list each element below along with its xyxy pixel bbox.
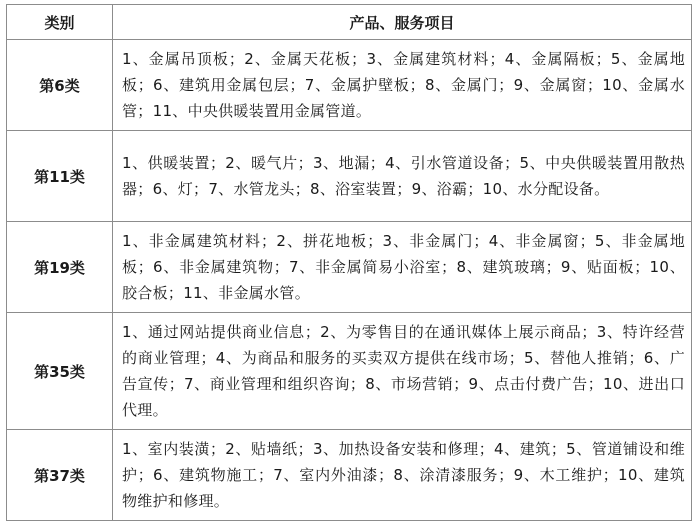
row-items: 1、供暖装置；2、暖气片；3、地漏；4、引水管道设备；5、中央供暖装置用散热器；6、灯；7、水管龙头；8、浴室装置；9、浴霸；10、水分配设备。 bbox=[113, 131, 692, 222]
row-items: 1、室内装潢；2、贴墙纸；3、加热设备安装和修理；4、建筑；5、管道铺设和维护；6、建筑物施工；7、室内外油漆；8、涂清漆服务；9、木工维护；10、建筑物维护和修理。 bbox=[113, 430, 692, 521]
row-category: 第35类 bbox=[7, 313, 113, 430]
row-category: 第37类 bbox=[7, 430, 113, 521]
table-header-row bbox=[7, 5, 692, 40]
row-items: 1、金属吊顶板；2、金属天花板；3、金属建筑材料；4、金属隔板；5、金属地板；6、建筑用金属包层；7、金属护壁板；8、金属门；9、金属窗；10、金属水管；11、中央供暖装置用金属管道。 bbox=[113, 40, 692, 131]
row-items: 1、通过网站提供商业信息；2、为零售目的在通讯媒体上展示商品；3、特许经营的商业管理；4、为商品和服务的买卖双方提供在线市场；5、替他人推销；6、广告宣传；7、商业管理和组织咨询；8、市场营销；9、点击付费广告；10、进出口代理。 bbox=[113, 313, 692, 430]
table-row bbox=[7, 40, 692, 131]
row-items: 1、非金属建筑材料；2、拼花地板；3、非金属门；4、非金属窗；5、非金属地板；6、非金属建筑物；7、非金属简易小浴室；8、建筑玻璃；9、贴面板；10、胶合板；11、非金属水管。 bbox=[113, 222, 692, 313]
table-row bbox=[7, 313, 692, 430]
header-category: 类别 bbox=[7, 5, 113, 40]
document bbox=[6, 4, 692, 521]
header-items: 产品、服务项目 bbox=[113, 5, 692, 40]
goods-services-table bbox=[6, 4, 692, 521]
table-row bbox=[7, 131, 692, 222]
table-row bbox=[7, 222, 692, 313]
row-category: 第11类 bbox=[7, 131, 113, 222]
row-category: 第6类 bbox=[7, 40, 113, 131]
row-category: 第19类 bbox=[7, 222, 113, 313]
table-row bbox=[7, 430, 692, 521]
